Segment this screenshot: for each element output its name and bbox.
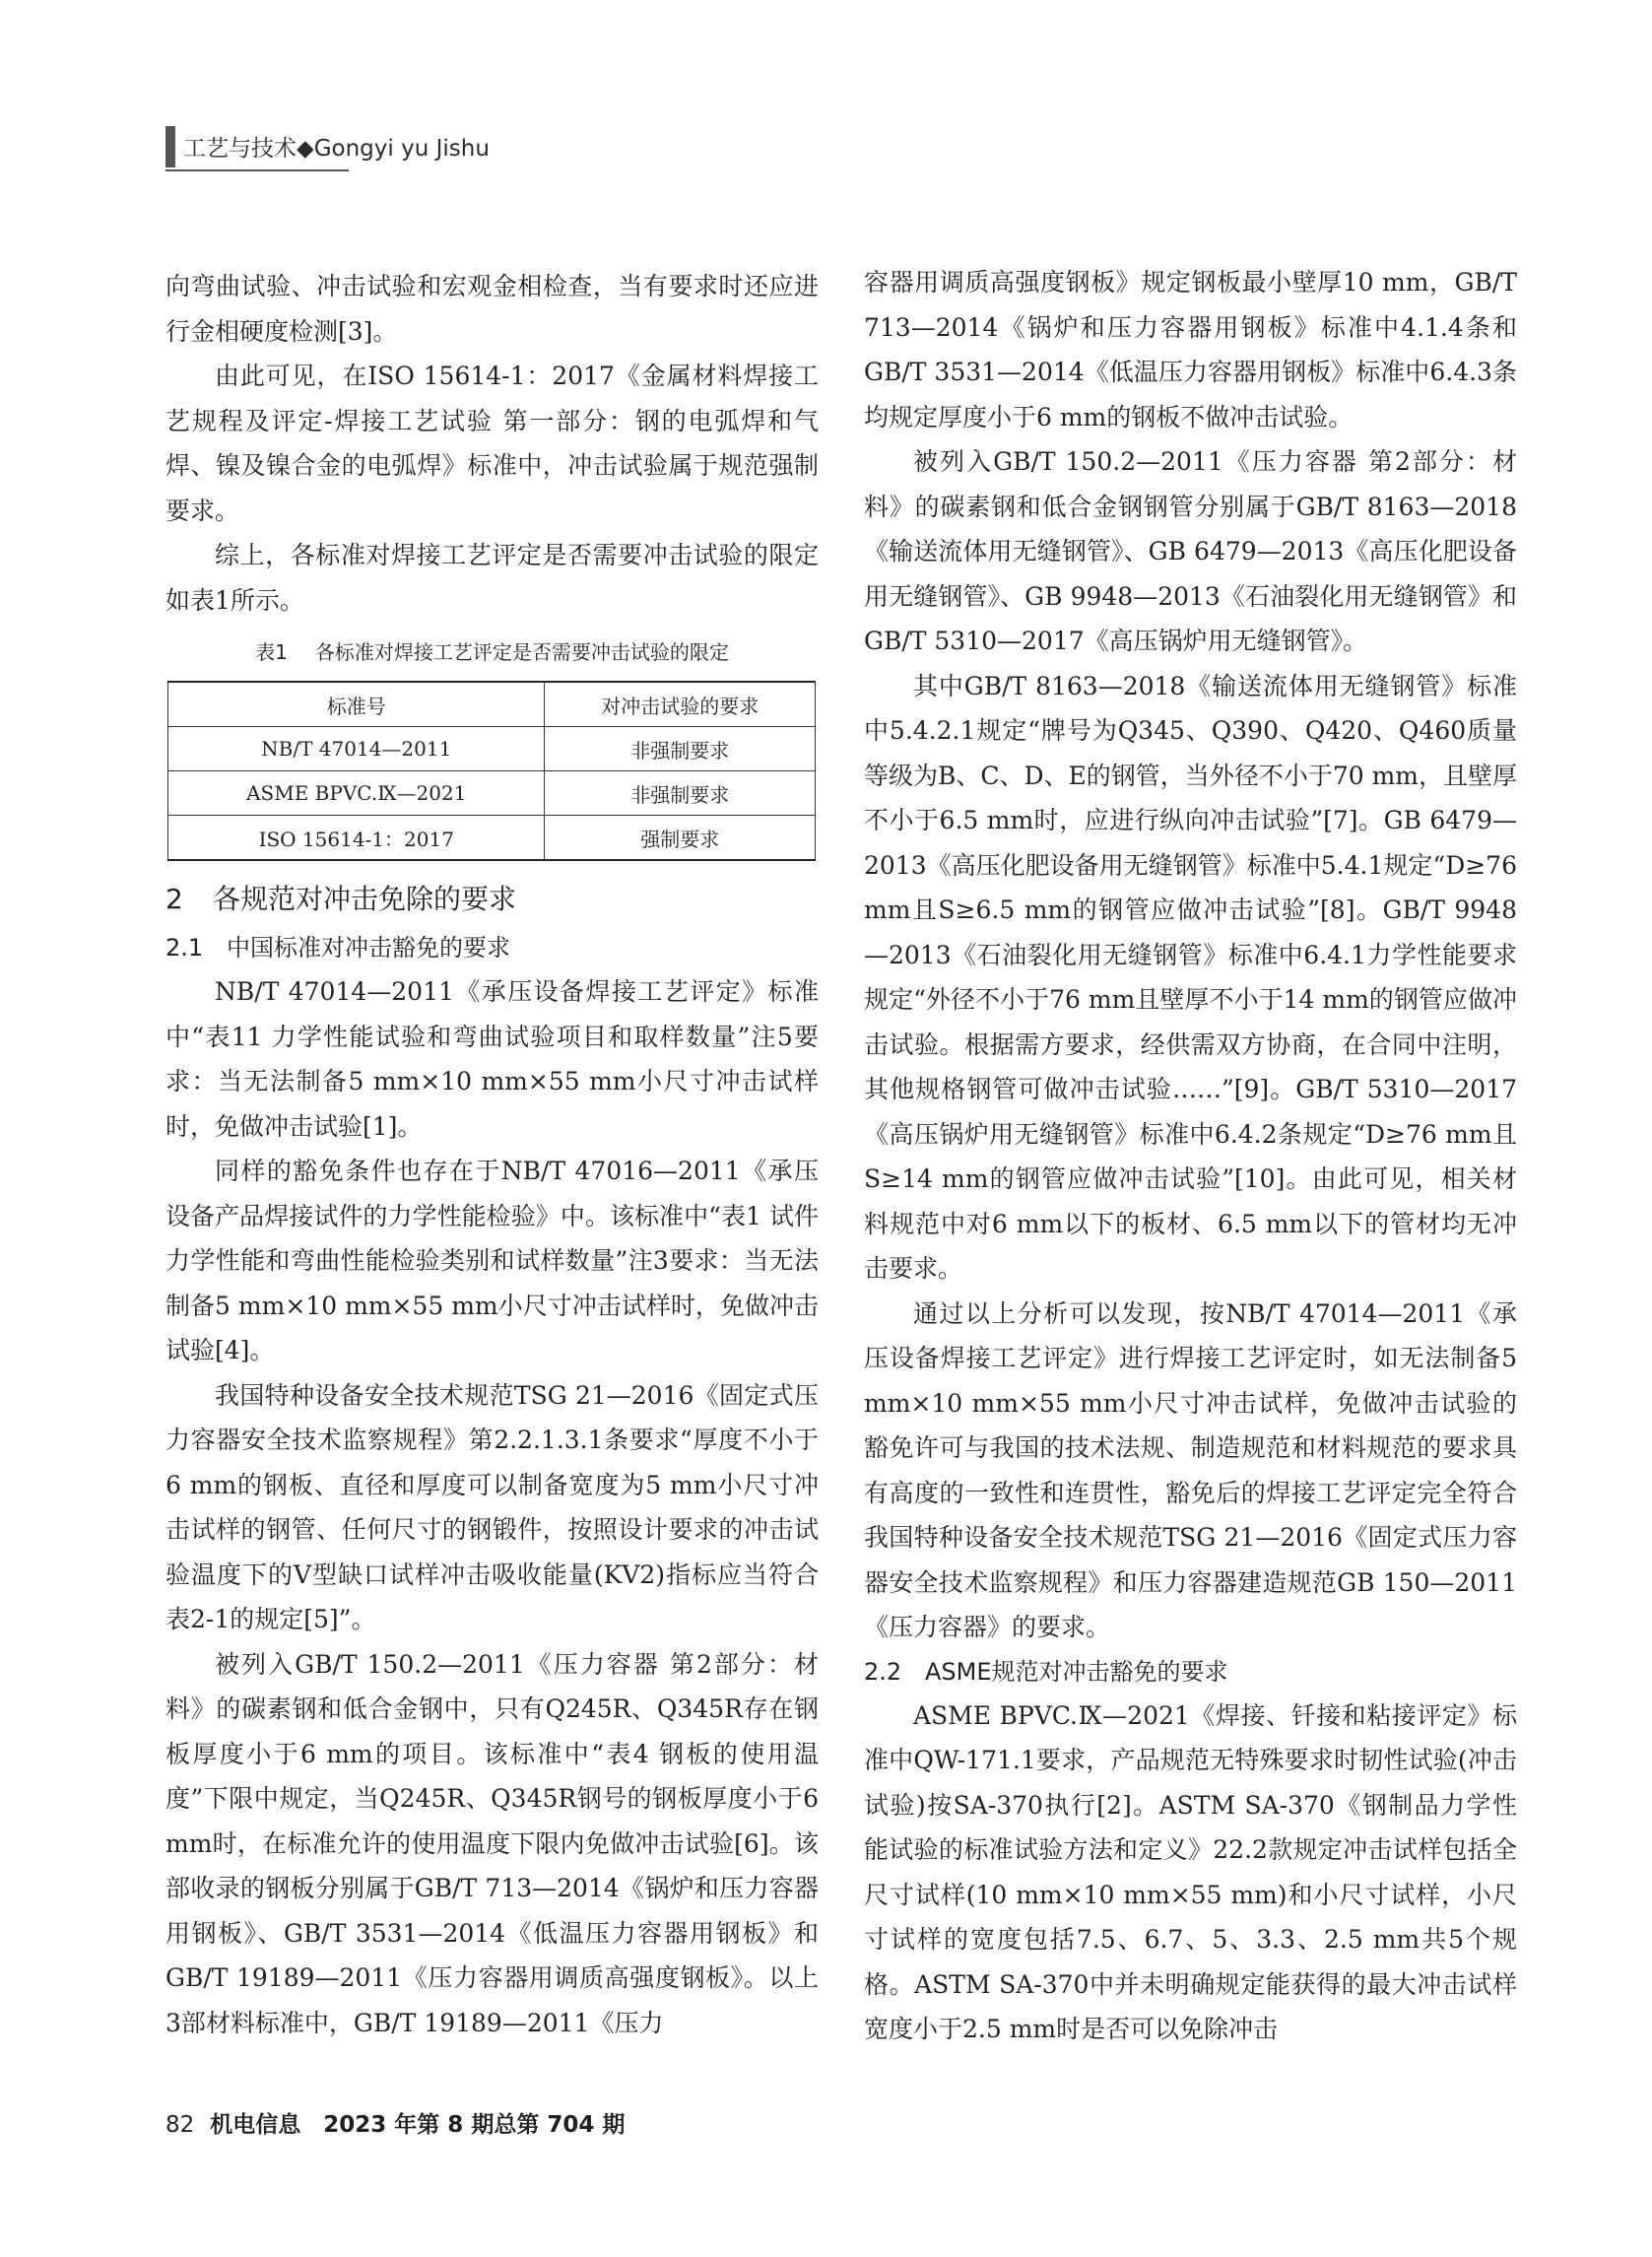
paragraph: 通过以上分析可以发现，按NB/T 47014—2011《承压设备焊接工艺评定》进行焊接工艺评定时，如无法制备5 mm×10 mm×55 mm小尺寸冲击试样，免做冲击试验的豁免许可与我国的技术法规、制造规范和材料规范的要求具有高度的一致性和连贯性，豁免后的焊接工艺评定完全符合我国特种设备安全技术规范TSG 21—2016《固定式压力容器安全技术监察规程》和压力容器建造规范GB 150—2011《压力容器》的要求。 [864,1298,1517,1641]
table-cell: NB/T 47014—2011 [168,727,545,771]
header-text [183,130,490,163]
table-label: 表1 [255,640,288,664]
paragraph: 综上，各标准对焊接工艺评定是否需要冲击试验的限定如表1所示。 [165,541,819,615]
paragraph: ASME BPVC.Ⅸ—2021《焊接、钎接和粘接评定》标准中QW-171.1要求，产品规范无特殊要求时韧性试验(冲击试验)按SA-370执行[2]。ASTM SA-370《钢制品力学性能试验的标准试验方法和定义》22.2款规定冲击试样包括全尺寸试样(10 mm×10 mm×55 mm)和小尺寸试样，小尺寸试样的宽度包括7.5、6.7、5、3.3、2.5 mm共5个规格。ASTM SA-370中并未明确规定能获得的最大冲击试样宽度小于2.5 mm时是否可以免除冲击 [864,1700,1517,2043]
journal-info: 机电信息 2023 年第 8 期总第 704 期 [210,2112,626,2138]
header-pinyin: Gongyi yu Jishu [313,136,490,162]
paragraph: 其中GB/T 8163—2018《输送流体用无缝钢管》标准中5.4.2.1规定“牌号为Q345、Q390、Q420、Q460质量等级为B、C、D、E的钢管，当外径不小于70 mm，且壁厚不小于6.5 mm时，应进行纵向冲击试验”[7]。GB 6479—2013《高压化肥设备用无缝钢管》标准中5.4.1规定“D≥76 mm且S≥6.5 mm的钢管应做冲击试验”[8]。GB/T 9948—2013《石油裂化用无缝钢管》标准中6.4.1力学性能要求规定“外径不小于76 mm且壁厚不小于14 mm的钢管应做冲击试验。根据需方要求，经供需双方协商，在合同中注明，其他规格钢管可做冲击试验……”[9]。GB/T 5310—2017《高压锅炉用无缝钢管》标准中6.4.2条规定“D≥76 mm且S≥14 mm的钢管应做冲击试验”[10]。由此可见，相关材料规范中对6 mm以下的板材、6.5 mm以下的管材均无冲击要求。 [864,671,1517,1283]
section-number: 2 [165,883,183,915]
page-footer [165,2106,625,2139]
subsection-number: 2.1 [165,934,204,962]
paragraph: 容器用调质高强度钢板》规定钢板最小壁厚10 mm，GB/T 713—2014《锅炉和压力容器用钢板》标准中4.1.4条和GB/T 3531—2014《低温压力容器用钢板》标准中6.4.3条均规定厚度小于6 mm的钢板不做冲击试验。 [864,268,1517,431]
table-header-row [168,682,816,727]
table-row [168,727,816,771]
paragraph: 向弯曲试验、冲击试验和宏观金相检查，当有要求时还应进行金相硬度检测[3]。 [165,272,819,346]
table-row [168,816,816,861]
header-section: 工艺与技术 [183,136,297,162]
table-header-cell: 标准号 [168,682,545,727]
table-caption [165,636,819,665]
paragraph: 我国特种设备安全技术规范TSG 21—2016《固定式压力容器安全技术监察规程》第2.2.1.3.1条要求“厚度不小于6 mm的钢板、直径和厚度可以制备宽度为5 mm小尺寸冲击试样的钢管、任何尺寸的钢锻件，按照设计要求的冲击试验温度下的V型缺口试样冲击吸收能量(KV2)指标应当符合表2-1的规定[5]”。 [165,1380,819,1633]
paragraph: 由此可见，在ISO 15614-1：2017《金属材料焊接工艺规程及评定-焊接工艺试验 第一部分：钢的电弧焊和气焊、镍及镍合金的电弧焊》标准中，冲击试验属于规范强制要求。 [165,362,819,525]
subsection-title: ASME规范对冲击豁免的要求 [925,1657,1228,1686]
page-number: 82 [165,2112,195,2138]
subsection-number: 2.2 [864,1657,902,1686]
paragraph: 被列入GB/T 150.2—2011《压力容器 第2部分：材料》的碳素钢和低合金钢中，只有Q245R、Q345R存在钢板厚度小于6 mm的项目。该标准中“表4 钢板的使用温度”下限中规定，当Q245R、Q345R钢号的钢板厚度小于6 mm时，在标准允许的使用温度下限内免做冲击试验[6]。该部收录的钢板分别属于GB/T 713—2014《锅炉和压力容器用钢板》、GB/T 3531—2014《低温压力容器用钢板》和GB/T 19189—2011《压力容器用调质高强度钢板》。以上3部材料标准中，GB/T 19189—2011《压力 [165,1649,819,2037]
table-cell: 强制要求 [545,816,816,861]
standards-table [167,681,816,861]
table-cell: 非强制要求 [545,771,816,816]
table-cell: ISO 15614-1：2017 [168,816,545,861]
section-heading [165,879,819,920]
left-column [165,264,819,2045]
header-rule [165,169,349,171]
section-title: 各规范对冲击免除的要求 [213,883,517,915]
table-cell: ASME BPVC.Ⅸ—2021 [168,771,545,816]
table-cell: 非强制要求 [545,727,816,771]
subsection-heading [864,1650,1517,1693]
table-row [168,771,816,816]
paragraph: 被列入GB/T 150.2—2011《压力容器 第2部分：材料》的碳素钢和低合金钢钢管分别属于GB/T 8163—2018《输送流体用无缝钢管》、GB 6479—2013《高压化肥设备用无缝钢管》、GB 9948—2013《石油裂化用无缝钢管》和GB/T 5310—2017《高压锅炉用无缝钢管》。 [864,447,1517,655]
table-caption-text: 各标准对焊接工艺评定是否需要冲击试验的限定 [314,640,729,664]
paragraph: 同样的豁免条件也存在于NB/T 47016—2011《承压设备产品焊接试件的力学性能检验》中。该标准中“表1 试件力学性能和弯曲性能检验类别和试样数量”注3要求：当无法制备5 mm×10 mm×55 mm小尺寸冲击试样时，免做冲击试验[4]。 [165,1157,819,1364]
paragraph: NB/T 47014—2011《承压设备焊接工艺评定》标准中“表11 力学性能试验和弯曲试验项目和取样数量”注5要求：当无法制备5 mm×10 mm×55 mm小尺寸冲击试样时，免做冲击试验[1]。 [165,977,819,1141]
right-column [864,260,1517,2052]
header-separator: ◆ [297,136,314,162]
subsection-heading [165,926,819,969]
running-header [165,122,490,169]
header-bar [165,126,175,167]
subsection-title: 中国标准对冲击豁免的要求 [227,934,510,962]
table-header-cell: 对冲击试验的要求 [545,682,816,727]
